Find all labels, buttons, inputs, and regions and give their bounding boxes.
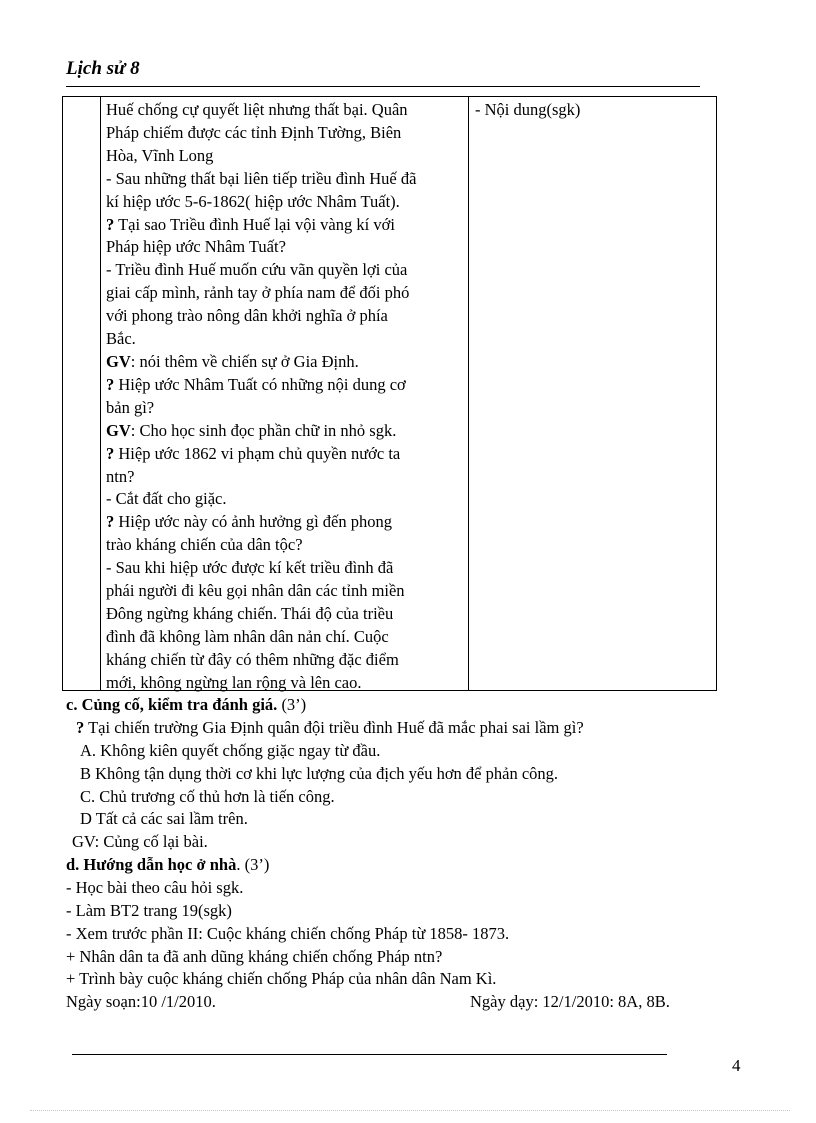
line-text: Hiệp ước Nhâm Tuất có những nội dung cơ xyxy=(114,374,406,394)
section-c-question-text: Tại chiến trường Gia Định quân đội triều đình Huế đã mắc phai sai lầm gì? xyxy=(84,718,584,737)
bold-prefix: ? xyxy=(106,512,115,532)
table-text-line xyxy=(106,259,468,282)
table-column-content xyxy=(469,97,716,690)
table-text-line xyxy=(106,603,468,626)
line-text: Huế chống cự quyết liệt nhưng thất bại. Quân xyxy=(106,100,408,119)
line-text: Hòa, Vĩnh Long xyxy=(106,145,214,165)
bold-prefix: ? xyxy=(106,374,115,394)
line-text: : nói thêm về chiến sự ở Gia Định. xyxy=(130,351,359,371)
table-text-line xyxy=(106,282,468,305)
section-c-question xyxy=(76,718,584,738)
line-text: - Sau những thất bại liên tiếp triều đình Huế đã xyxy=(106,168,417,188)
table-text-line xyxy=(106,626,468,649)
table-text-line xyxy=(106,649,468,672)
section-d-heading: d. Hướng dẫn học ở nhà xyxy=(66,855,237,874)
table-text-line xyxy=(106,443,468,466)
section-c-heading-line xyxy=(66,695,306,715)
line-text: kháng chiến từ đây có thêm những đặc điểm xyxy=(106,649,399,669)
date-prepared: Ngày soạn:10 /1/2010. xyxy=(66,992,216,1011)
table-text-line xyxy=(106,328,468,351)
line-text: Đông ngừng kháng chiến. Thái độ của triều xyxy=(106,603,394,623)
table-text-line xyxy=(106,488,468,511)
option-d: D Tất cả các sai lầm trên. xyxy=(80,809,248,828)
bold-prefix: ? xyxy=(106,214,115,234)
table-text-line xyxy=(106,191,468,214)
section-c-gv-note: GV: Củng cố lại bài. xyxy=(72,832,208,851)
homework-item: - Làm BT2 trang 19(sgk) xyxy=(66,901,232,920)
subject-header: Lịch sử 8 xyxy=(66,58,140,79)
table-column-empty xyxy=(63,97,101,690)
homework-item: - Học bài theo câu hỏi sgk. xyxy=(66,878,244,897)
table-text-line xyxy=(106,374,468,397)
table-text-line xyxy=(106,580,468,603)
line-text: bản gì? xyxy=(106,397,155,417)
page-bottom-guide xyxy=(30,1110,790,1111)
table-text-line xyxy=(106,99,468,122)
table-text-line xyxy=(106,420,468,443)
bold-prefix: GV xyxy=(106,420,131,440)
line-text: - Sau khi hiệp ước được kí kết triều đình đã xyxy=(106,558,394,578)
line-text: Hiệp ước 1862 vi phạm chủ quyền nước ta xyxy=(114,443,401,463)
page-number: 4 xyxy=(732,1056,741,1075)
table-text-line xyxy=(106,122,468,145)
content-cell-text: - Nội dung(sgk) xyxy=(475,100,581,119)
line-text: Hiệp ước này có ảnh hưởng gì đến phong xyxy=(114,512,392,532)
bold-prefix: GV xyxy=(106,351,131,371)
homework-item: + Trình bày cuộc kháng chiến chống Pháp của nhân dân Nam Kì. xyxy=(66,969,497,988)
line-text: mới, không ngừng lan rộng và lên cao. xyxy=(106,672,362,692)
bold-prefix: ? xyxy=(106,443,115,463)
line-text: giai cấp mình, rảnh tay ở phía nam để đối phó xyxy=(106,283,410,303)
footer-divider xyxy=(72,1054,667,1055)
question-mark: ? xyxy=(76,718,85,737)
table-column-activities xyxy=(101,97,469,690)
date-taught: Ngày dạy: 12/1/2010: 8A, 8B. xyxy=(470,992,670,1011)
table-text-line xyxy=(106,236,468,259)
option-b: B Không tận dụng thời cơ khi lực lượng của địch yếu hơn để phản công. xyxy=(80,764,559,783)
table-text-line xyxy=(106,397,468,420)
line-text: trào kháng chiến của dân tộc? xyxy=(106,535,303,555)
table-text-line xyxy=(106,214,468,237)
line-text: với phong trào nông dân khởi nghĩa ở phía xyxy=(106,306,388,326)
line-text: Tại sao Triều đình Huế lại vội vàng kí với xyxy=(114,214,395,234)
section-c-heading: c. Củng cố, kiểm tra đánh giá. xyxy=(66,695,278,714)
line-text: : Cho học sinh đọc phần chữ in nhỏ sgk. xyxy=(130,420,397,440)
line-text: Pháp hiệp ước Nhâm Tuất? xyxy=(106,237,286,257)
line-text: đình đã không làm nhân dân nản chí. Cuộc xyxy=(106,626,389,646)
line-text: Pháp chiếm được các tỉnh Định Tường, Biên xyxy=(106,122,402,142)
table-text-line xyxy=(106,305,468,328)
line-text: ntn? xyxy=(106,466,135,486)
table-text-line xyxy=(106,145,468,168)
line-text: Bắc. xyxy=(106,329,136,349)
table-text-line xyxy=(106,672,468,695)
section-d-duration: . (3’) xyxy=(236,855,270,874)
line-text: kí hiệp ước 5-6-1862( hiệp ước Nhâm Tuất). xyxy=(106,191,400,211)
table-text-line xyxy=(106,466,468,489)
line-text: - Triều đình Huế muốn cứu vãn quyền lợi của xyxy=(106,260,408,280)
lesson-table xyxy=(62,96,717,691)
table-text-line xyxy=(106,351,468,374)
table-text-line xyxy=(106,511,468,534)
section-d-heading-line xyxy=(66,855,269,875)
table-text-line xyxy=(106,557,468,580)
option-c: C. Chủ trương cố thủ hơn là tiến công. xyxy=(80,787,335,806)
section-c-duration: (3’) xyxy=(277,695,307,714)
homework-item: + Nhân dân ta đã anh dũng kháng chiến chống Pháp ntn? xyxy=(66,947,443,966)
homework-item: - Xem trước phần II: Cuộc kháng chiến chống Pháp từ 1858- 1873. xyxy=(66,924,510,943)
table-text-line xyxy=(106,168,468,191)
header-divider xyxy=(66,86,700,87)
option-a: A. Không kiên quyết chống giặc ngay từ đầu. xyxy=(80,741,381,760)
line-text: - Cắt đất cho giặc. xyxy=(106,489,227,509)
table-text-line xyxy=(106,534,468,557)
line-text: phái người đi kêu gọi nhân dân các tỉnh miền xyxy=(106,581,405,601)
